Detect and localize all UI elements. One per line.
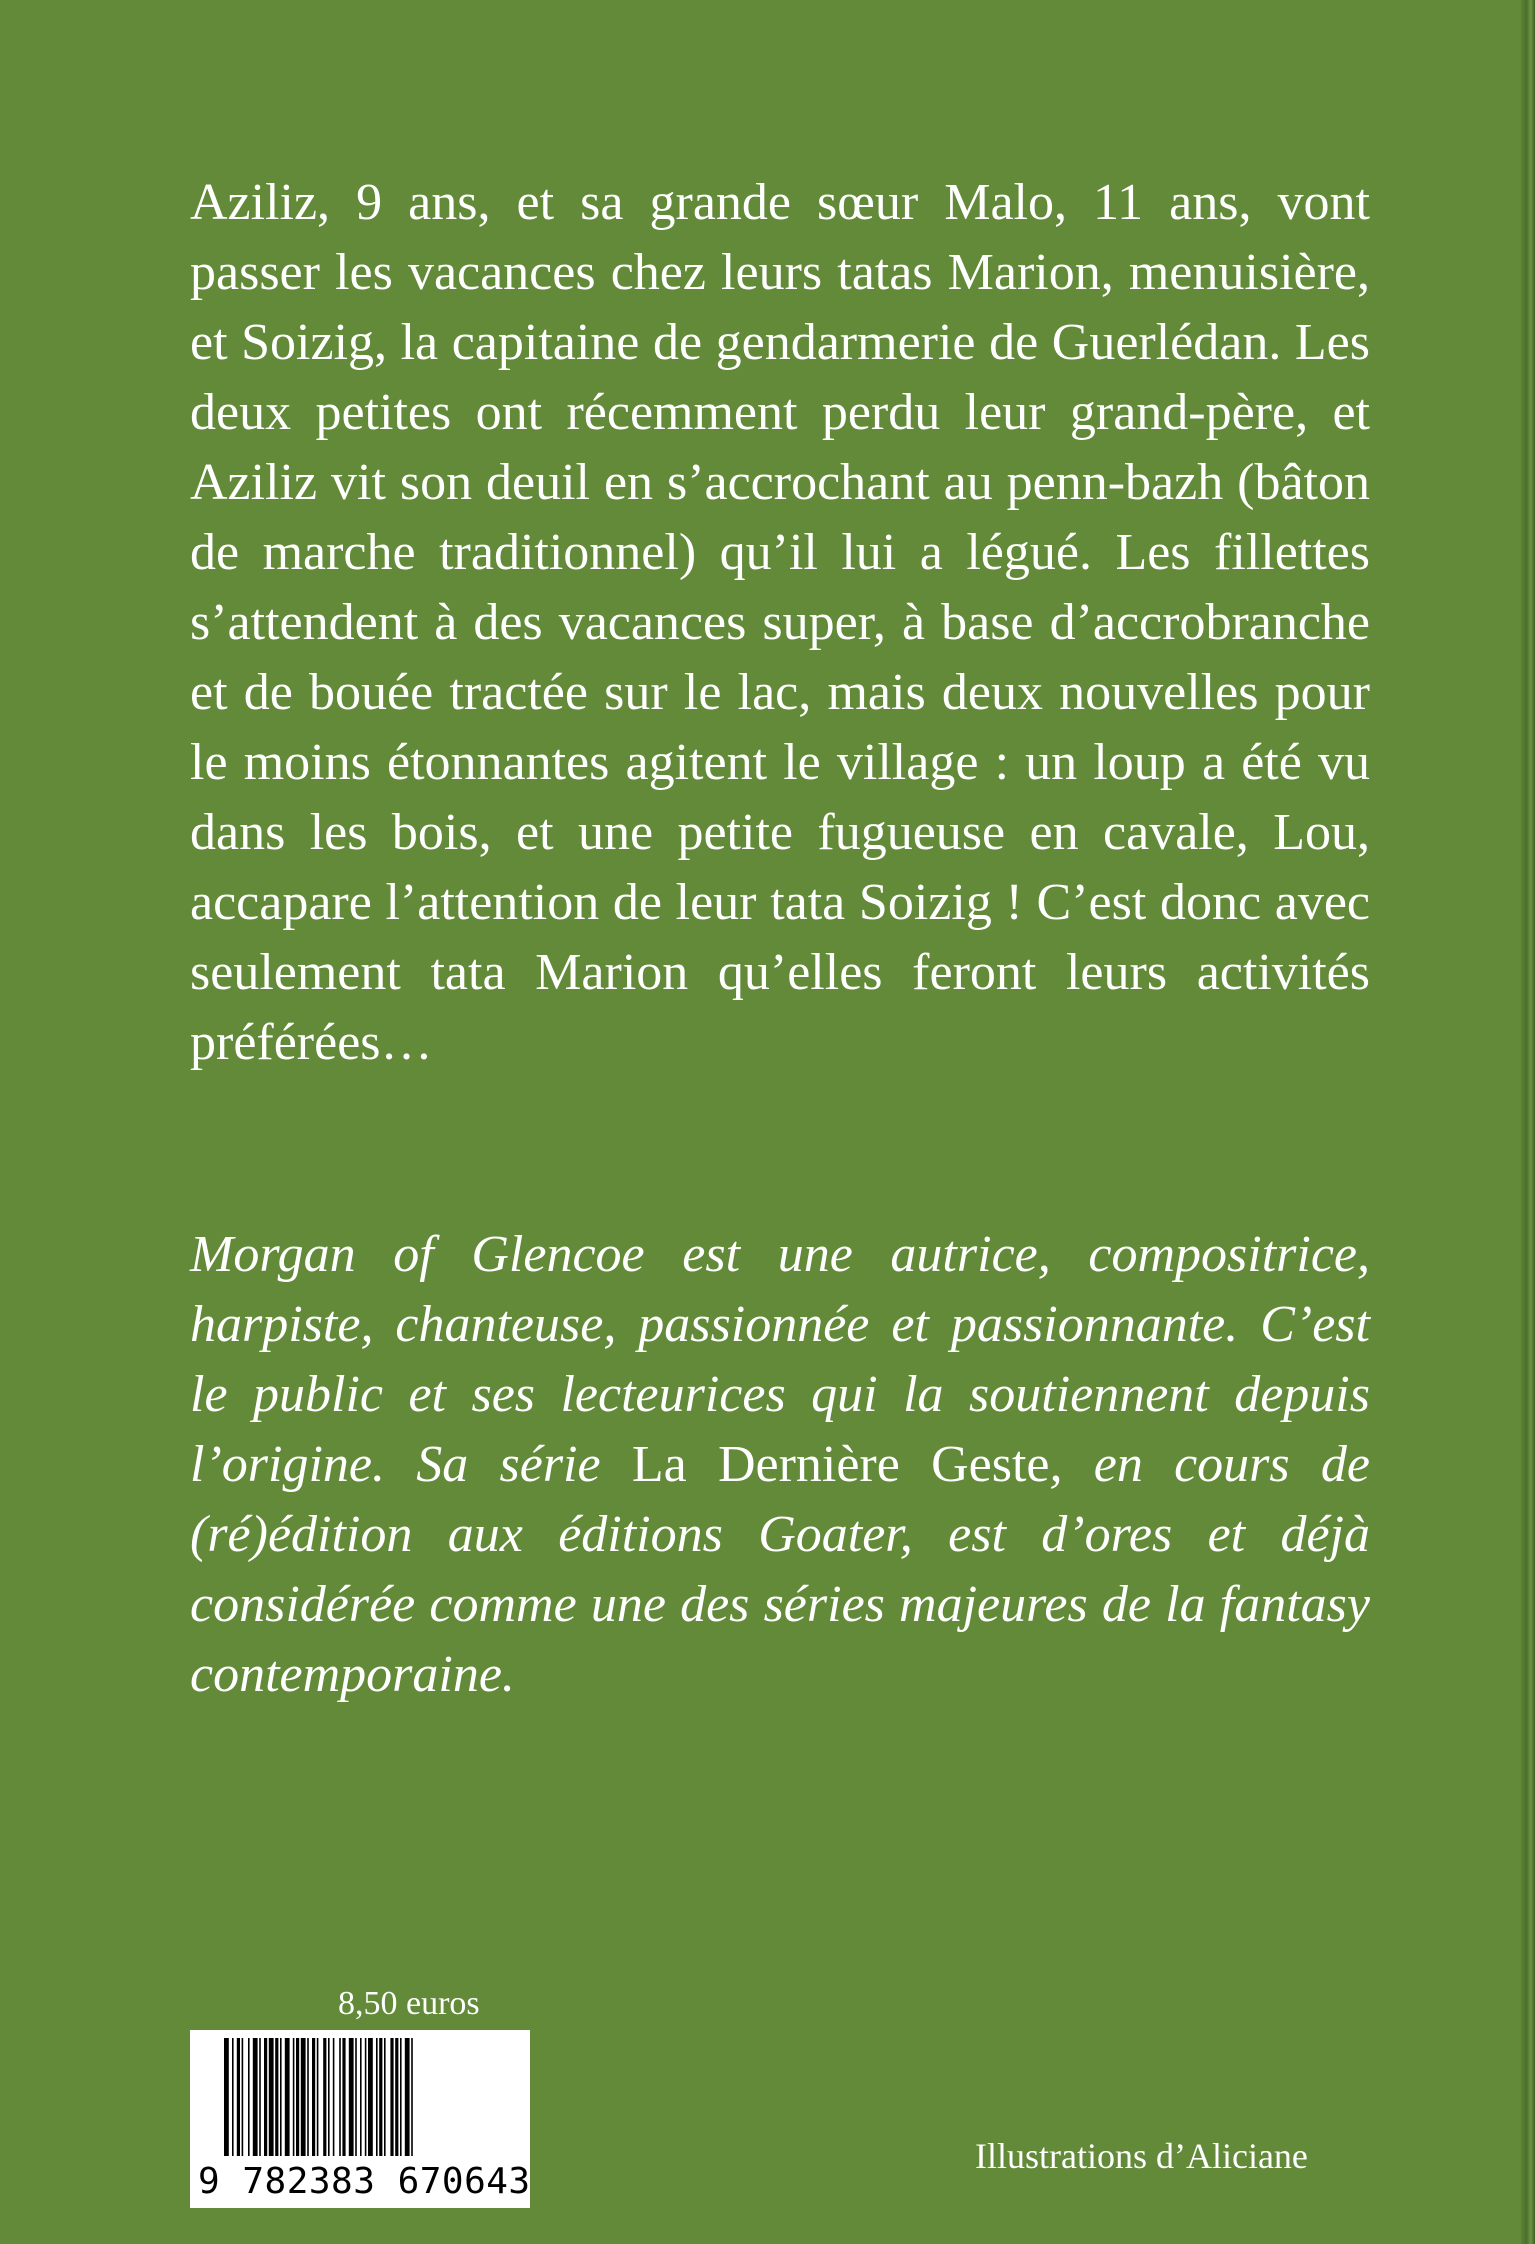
barcode-bar [411, 2038, 413, 2156]
barcode [190, 2030, 530, 2208]
series-title: La Dernière Geste [631, 1436, 1050, 1493]
barcode-bar [296, 2038, 299, 2156]
barcode-bar [379, 2038, 382, 2156]
author-bio [190, 1220, 1370, 1710]
barcode-bar [307, 2038, 309, 2156]
barcode-bars [190, 2030, 530, 2160]
barcode-bar [365, 2038, 367, 2156]
barcode-bar [333, 2038, 335, 2156]
barcode-bar [269, 2038, 274, 2156]
barcode-bar [232, 2038, 234, 2156]
barcode-bar [368, 2038, 373, 2156]
barcode-bar [312, 2038, 315, 2156]
barcode-bar [285, 2038, 290, 2156]
barcode-bar [237, 2038, 240, 2156]
barcode-bar [275, 2038, 278, 2156]
barcode-bar [317, 2038, 319, 2156]
barcode-bar [301, 2038, 306, 2156]
barcode-bar [390, 2038, 393, 2156]
barcode-bar [339, 2038, 341, 2156]
barcode-bar [400, 2038, 402, 2156]
barcode-bar [323, 2038, 326, 2156]
barcode-bar [395, 2038, 398, 2156]
barcode-bar [293, 2038, 295, 2156]
barcode-bar [242, 2038, 244, 2156]
cover-edge [1521, 0, 1535, 2244]
barcode-bar [360, 2038, 362, 2156]
blurb-paragraph: Aziliz, 9 ans, et sa grande sœur Malo, 11 ans, vont passer les vacances chez leurs tatas Marion, menuisière, et Soizig, la capitaine de gendarmerie de Guerlédan. Les deux petites ont récemment perdu leur grand-père, et Aziliz vit son deuil en s’accrochant au penn-bazh (bâton de marche traditionnel) qu’il lui a légué. Les fillettes s’attendent à des vacances super, à base d’accrobranche et de bouée tractée sur le lac, mais deux nouvelles pour le moins étonnantes agitent le village : un loup a été vu dans les bois, et une petite fugueuse en cavale, Lou, accapare l’attention de leur tata Soizig ! C’est donc avec seulement tata Marion qu’elles feront leurs activités préférées… [190, 174, 1370, 1071]
barcode-bar [224, 2038, 229, 2156]
author-bio-part2: , en cours de (ré)édition aux éditions Goater, est d’ores et déjà considérée comme une des séries majeures de la fantasy contemporaine. [190, 1436, 1370, 1703]
barcode-bar [248, 2038, 250, 2156]
isbn-number: 9 782383 670643 [198, 2161, 531, 2202]
illustrator-credit: Illustrations d’Aliciane [975, 2136, 1308, 2176]
barcode-bar [349, 2038, 354, 2156]
barcode-bar [280, 2038, 282, 2156]
price-label: 8,50 euros [338, 1985, 480, 2022]
barcode-bar [405, 2038, 410, 2156]
barcode-bar [376, 2038, 378, 2156]
barcode-bar [342, 2038, 345, 2156]
barcode-bar [328, 2038, 330, 2156]
barcode-bar [384, 2038, 386, 2156]
barcode-bar [253, 2038, 258, 2156]
barcode-bar [355, 2038, 357, 2156]
barcode-bar [264, 2038, 267, 2156]
author-bio-part1: Morgan of Glencoe est une autrice, compositrice, harpiste, chanteuse, passionnée et passionnante. C’est le public et ses lecteurices qui la soutiennent depuis l’origine. Sa série [190, 1226, 1370, 1493]
barcode-bar [259, 2038, 261, 2156]
